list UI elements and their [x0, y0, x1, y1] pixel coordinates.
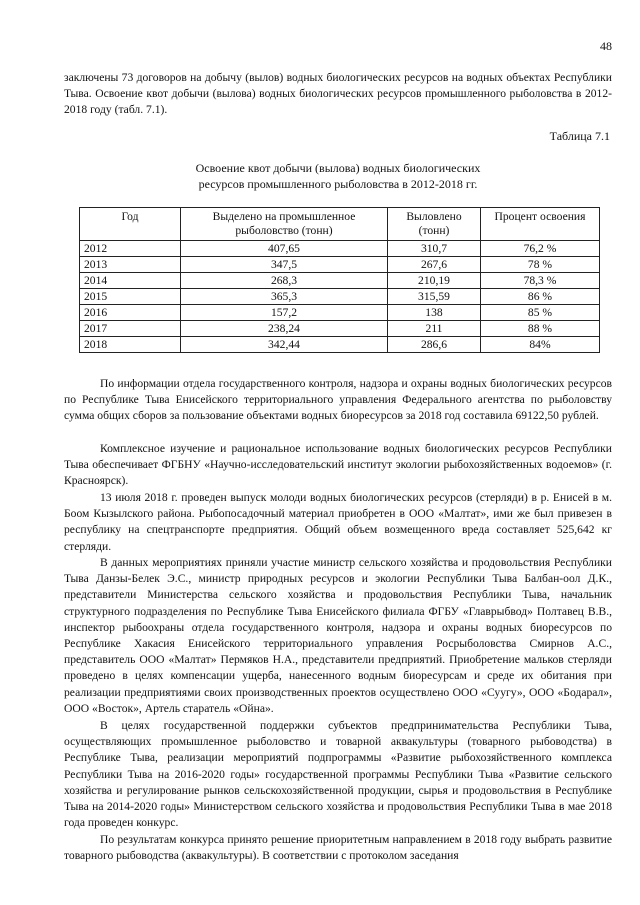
cell-allocated: 407,65 [181, 241, 388, 257]
cell-year: 2016 [80, 305, 181, 321]
cell-year: 2014 [80, 273, 181, 289]
cell-caught: 286,6 [388, 337, 481, 353]
table-row [80, 321, 600, 337]
cell-year: 2012 [80, 241, 181, 257]
cell-caught: 310,7 [388, 241, 481, 257]
table-header-row [80, 208, 600, 241]
cell-year: 2015 [80, 289, 181, 305]
paragraph-release: 13 июля 2018 г. проведен выпуск молоди водных биологических ресурсов (стерляди) в р. Енисей в м. Боом Кызылского района. Рыбопосадочный материал приобретен в ООО «Малтат», ими же был привезен в республику на спецтранспорте предприятия. Общий объем возмещенного вреда составляет 525,642 кг стерляди. [64, 491, 612, 553]
paragraph-research: Комплексное изучение и рациональное использование водных биологических ресурсов Республики Тыва обеспечивает ФГБНУ «Научно-исследовательский институт экологии рыбохозяйственных водоемов» (г. Красноярск). [64, 442, 612, 488]
cell-percent: 84% [481, 337, 600, 353]
cell-caught: 138 [388, 305, 481, 321]
table-caption-line-2: ресурсов промышленного рыболовства в 2012-2018 гг. [198, 177, 478, 191]
table-row [80, 241, 600, 257]
cell-allocated: 157,2 [181, 305, 388, 321]
paragraph-results: По результатам конкурса принято решение приоритетным направлением в 2018 году выбрать развитие товарного рыбоводства (аквакультуры). В соответствии с протоколом заседания [64, 833, 612, 863]
header-allocated: Выделено на промышленное рыболовство (тонн) [181, 208, 388, 241]
table-row [80, 289, 600, 305]
table-row [80, 337, 600, 353]
table-row [80, 305, 600, 321]
header-percent: Процент освоения [481, 208, 600, 241]
paragraph-support: В целях государственной поддержки субъектов предпринимательства Республики Тыва, осуществляющих промышленное рыболовство и товарной аквакультуры (товарного рыбоводства) в Республике Тыва, реализации мероприятий подпрограммы «Развитие рыбохозяйственного комплекса Республики Тыва на 2016-2020 годы» государственной программы Республики Тыва «Развитие сельского хозяйства и регулирование рынков сельскохозяйственной продукции, сырья и продовольствия в Республике Тыва на 2014-2020 годы» Министерством сельского хозяйства и продовольствия Республики Тыва в мае 2018 года проведен конкурс. [64, 719, 612, 830]
table-label: Таблица 7.1 [549, 129, 610, 143]
cell-percent: 88 % [481, 321, 600, 337]
cell-percent: 85 % [481, 305, 600, 321]
cell-percent: 86 % [481, 289, 600, 305]
paragraph-participants: В данных мероприятиях приняли участие министр сельского хозяйства и продовольствия Республики Тыва Данзы-Белек Э.С., министр природных ресурсов и экологии Республики Тыва Балбан-оол Д.К., представители Министерства сельского хозяйства и продовольствия Республики Тыва, начальник структурного подразделения по Республике Тыва Енисейского филиала ФГБУ «Главрыбвод» Полтавец В.В., инспектор рыбоохраны отдела государственного контроля, надзора и охраны водных биоресурсов по Республике Хакасия Енисейского территориального управления Росрыболовства Смирнов А.С., представитель ООО «Малтат» Пермяков Н.А., представители предприятий. Приобретение мальков стерляди проведено в целях компенсации ущерба, нанесенного водным биоресурсам и среде их обитания при реализации предприятиями своих производственных проектов осуществлено ООО «Суугу», ООО «Бодарал», ООО «Восток», Артель старатель «Ойна». [64, 556, 612, 715]
page-number: 48 [600, 39, 612, 53]
quota-table [79, 207, 600, 353]
cell-allocated: 238,24 [181, 321, 388, 337]
cell-caught: 211 [388, 321, 481, 337]
cell-percent: 76,2 % [481, 241, 600, 257]
cell-year: 2013 [80, 257, 181, 273]
cell-caught: 210,19 [388, 273, 481, 289]
intro-paragraph: заключены 73 договоров на добычу (вылов) водных биологических ресурсов на водных объектах Республики Тыва. Освоение квот добычи (вылова) водных биологических ресурсов промышленного рыболовства в 2012-2018 году (табл. 7.1). [64, 71, 612, 117]
cell-percent: 78 % [481, 257, 600, 273]
table-row [80, 273, 600, 289]
paragraph-fees: По информации отдела государственного контроля, надзора и охраны водных биологических ресурсов по Республике Тыва Енисейского территориального управления Федерального агентства по рыболовству сумма общих сборов за пользование объектами водных биоресурсов за 2018 год составила 69122,50 рублей. [64, 377, 612, 423]
table-row [80, 257, 600, 273]
cell-allocated: 365,3 [181, 289, 388, 305]
table-caption-line-1: Освоение квот добычи (вылова) водных биологических [195, 161, 481, 175]
cell-allocated: 268,3 [181, 273, 388, 289]
cell-year: 2018 [80, 337, 181, 353]
cell-allocated: 347,5 [181, 257, 388, 273]
cell-percent: 78,3 % [481, 273, 600, 289]
cell-allocated: 342,44 [181, 337, 388, 353]
table-caption [64, 160, 612, 192]
cell-caught: 267,6 [388, 257, 481, 273]
cell-caught: 315,59 [388, 289, 481, 305]
cell-year: 2017 [80, 321, 181, 337]
header-caught: Выловлено (тонн) [388, 208, 481, 241]
header-year: Год [80, 208, 181, 241]
